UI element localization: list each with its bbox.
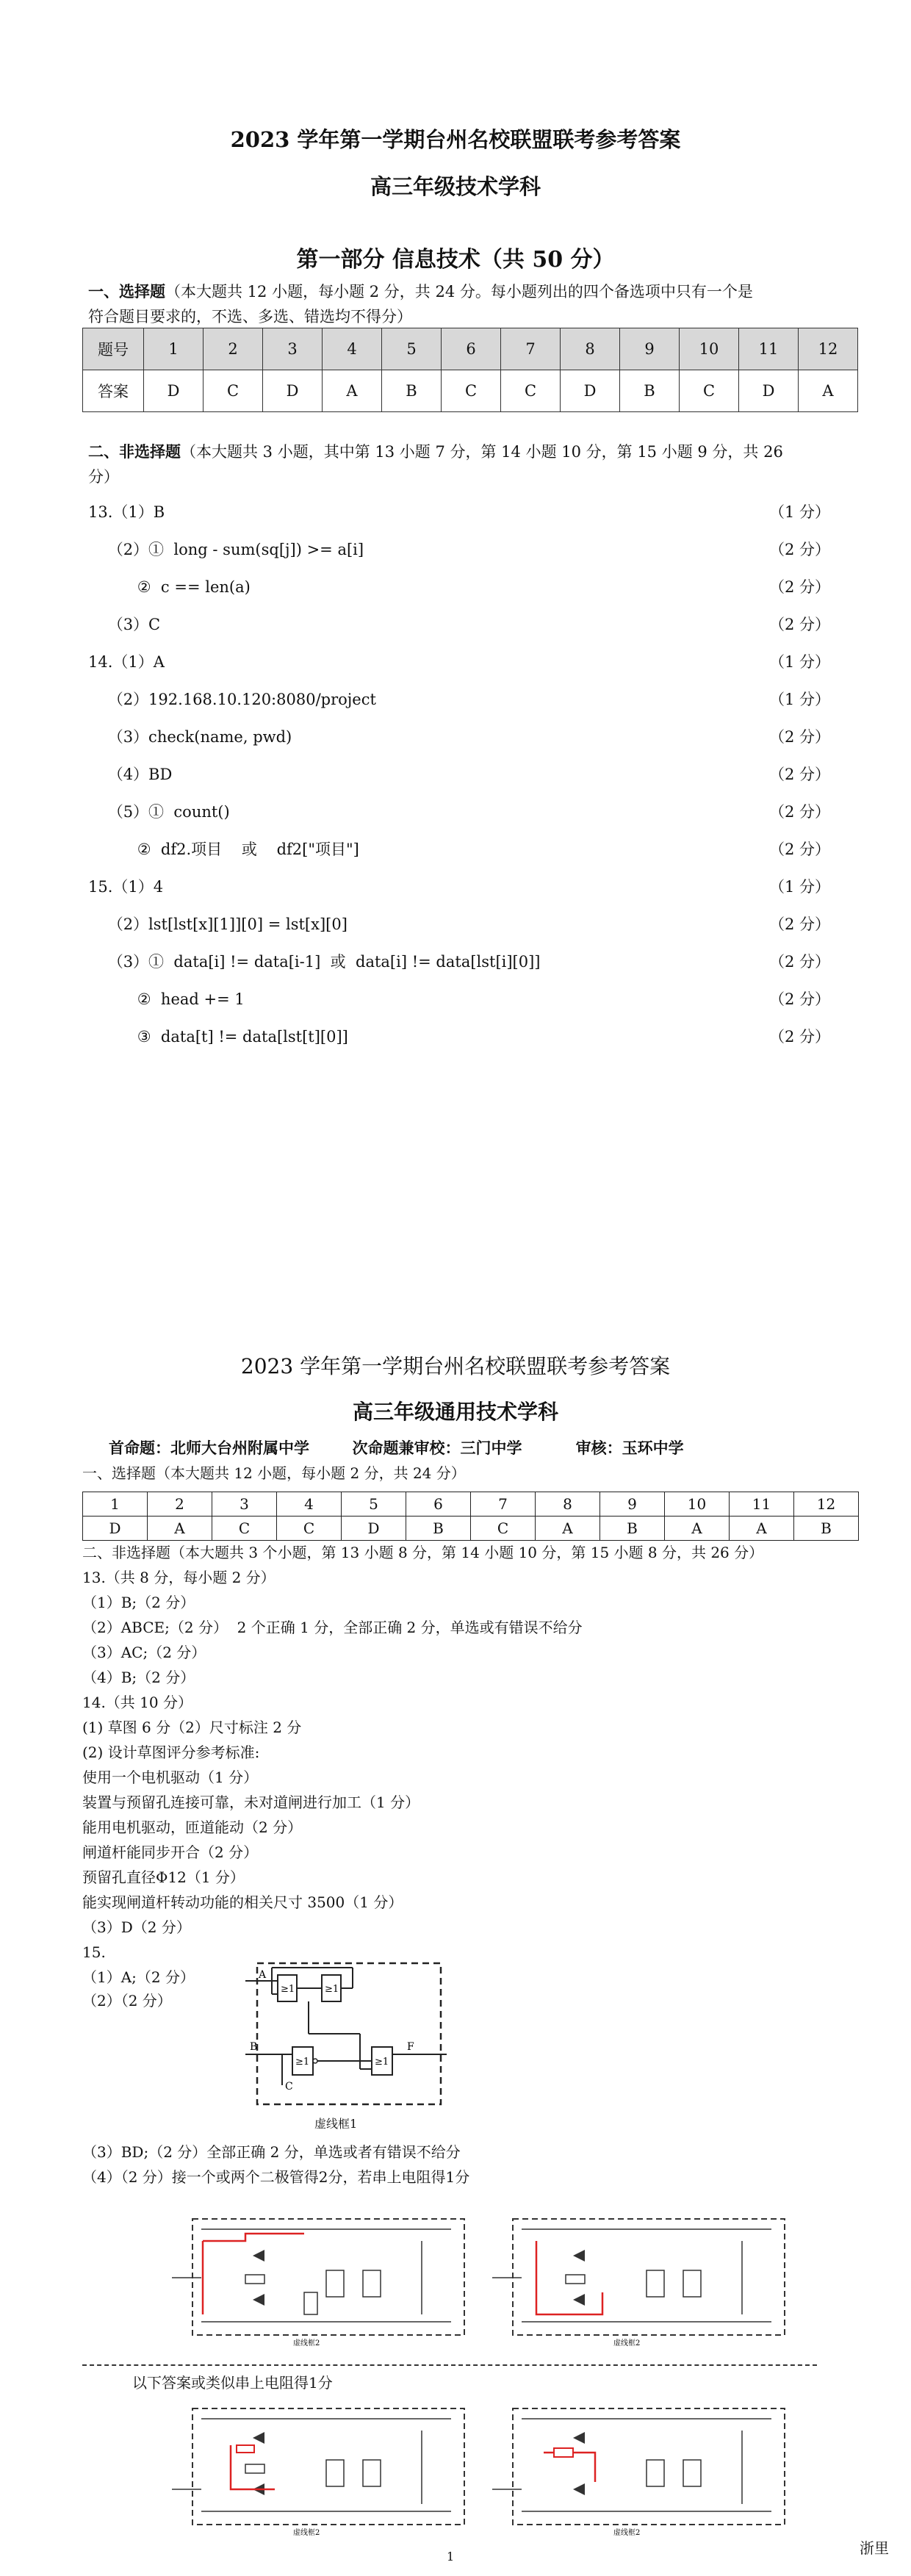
circuit-answer-2-svg (478, 2212, 801, 2351)
gt-answer-line: (2) 设计草图评分参考标准: (82, 1744, 260, 1761)
section-divider (82, 2364, 817, 2366)
gt-answer-line: 使用一个电机驱动（1 分） (82, 1769, 259, 1786)
circuit-answer-3 (157, 2401, 473, 2541)
circuit-answer-1-label: 虚线框2 (293, 2339, 320, 2347)
it-answer-text: （2）lst[lst[x][1]][0] = lst[x][0] (88, 915, 348, 933)
gt-answer-line: （4）B;（2 分） (82, 1669, 195, 1686)
circuit-answer-3-svg (157, 2401, 473, 2541)
it-answer-text: 15.（1）4 (88, 878, 164, 896)
it-answer-text: （3）C (88, 616, 161, 633)
gt-answer-line: 13.（共 8 分，每小题 2 分） (82, 1569, 276, 1586)
gt-answer-line: （1）B;（2 分） (82, 1594, 195, 1611)
svg-text:≥1: ≥1 (281, 1984, 295, 1995)
circuit-answer-2-label: 虚线框2 (613, 2339, 641, 2347)
gt-table-answer-cell: C (471, 1517, 536, 1541)
it-answer-score: （2 分） (768, 953, 830, 971)
it-table-number-cell: 8 (561, 328, 620, 370)
logic-circuit-diagram (242, 1960, 448, 2129)
gt-table-number-cell: 8 (536, 1492, 600, 1517)
it-table-answer-cell: D (561, 370, 620, 412)
it-table-answer-cell: C (442, 370, 501, 412)
gt-q15-3: （3）BD;（2 分）全部正确 2 分，单选或者有错误不给分 (82, 2143, 461, 2161)
gt-answer-line: （3）AC;（2 分） (82, 1644, 206, 1661)
it-answer-row (88, 1024, 830, 1049)
logic-circuit-caption: 虚线框1 (314, 2117, 358, 2131)
it-table-number-cell: 11 (739, 328, 799, 370)
it-subtitle: 高三年级技术学科 (370, 174, 541, 199)
it-non-mc-desc2: 分） (88, 468, 119, 486)
it-answer-text: ② head += 1 (88, 990, 245, 1008)
it-table-number-cell: 10 (680, 328, 739, 370)
gt-q15-2: （2）（2 分） (82, 1992, 172, 2010)
page-number: 1 (447, 2550, 455, 2564)
circuit-answer-4-svg (478, 2401, 801, 2541)
it-mc-desc2: 符合题目要求的，不选、多选、错选均不得分） (88, 308, 412, 325)
it-section-title: 第一部分 信息技术（共 50 分） (296, 247, 615, 273)
it-answer-score: （2 分） (768, 728, 830, 746)
it-answer-row (88, 537, 830, 562)
it-answer-row (88, 874, 830, 899)
circuit-answer-2 (478, 2212, 801, 2351)
svg-text:≥1: ≥1 (325, 1984, 339, 1995)
it-mc-desc: （本大题共 12 小题，每小题 2 分，共 24 分。每小题列出的四个备选项中只有一个是 (165, 283, 753, 301)
svg-text:A: A (259, 1969, 267, 1981)
it-answer-text: （2）① long - sum(sq[j]) >= a[i] (88, 541, 364, 558)
it-answer-row (88, 500, 830, 525)
gt-table-answer-cell: A (536, 1517, 600, 1541)
it-non-mc-label: 二、非选择题 (88, 442, 181, 461)
it-table-number-cell: 9 (620, 328, 680, 370)
svg-text:B: B (250, 2041, 258, 2053)
gt-table-number-cell: 5 (342, 1492, 406, 1517)
it-answer-text: 14.（1）A (88, 653, 165, 671)
gt-answer-line: 二、非选择题（本大题共 3 个小题，第 13 小题 8 分，第 14 小题 10 分，第 15 小题 8 分，共 26 分） (82, 1544, 764, 1561)
it-answer-text: （3）① data[i] != data[i-1] 或 data[i] != data[lst[i][0]] (88, 953, 541, 971)
it-answer-score: （2 分） (768, 803, 830, 821)
it-table-answer-cell: B (382, 370, 442, 412)
it-answer-text: ② c == len(a) (88, 578, 251, 596)
gt-answer-line: 14.（共 10 分） (82, 1694, 192, 1711)
gt-table-answer-cell: D (83, 1517, 148, 1541)
gt-subtitle: 高三年级通用技术学科 (352, 1400, 558, 1424)
it-answer-row (88, 799, 830, 824)
svg-text:≥1: ≥1 (295, 2057, 310, 2068)
it-non-mc-desc: （本大题共 3 小题，其中第 13 小题 7 分，第 14 小题 10 分，第 15 小题 9 分，共 26 (181, 443, 783, 461)
gt-table-number-cell: 7 (471, 1492, 536, 1517)
it-table-answer-cell: C (204, 370, 263, 412)
gt-answer-line: 预留孔直径Φ12（1 分） (82, 1868, 245, 1886)
it-table-answer-cell: B (620, 370, 680, 412)
gt-table-number-cell: 10 (665, 1492, 730, 1517)
gt-table-answer-cell: B (794, 1517, 859, 1541)
gt-answer-line: 能用电机驱动，匝道能动（2 分） (82, 1818, 303, 1836)
it-table-answer-cell: D (739, 370, 799, 412)
it-answer-text: （5）① count() (88, 803, 230, 821)
it-answer-text: （3）check(name, pwd) (88, 728, 292, 746)
it-non-mc-instructions (88, 439, 830, 489)
it-answer-score: （1 分） (768, 653, 830, 671)
gt-answer-line: 15. (82, 1943, 106, 1961)
it-answer-score: （2 分） (768, 915, 830, 933)
it-table-number-cell: 7 (501, 328, 561, 370)
it-answer-row (88, 912, 830, 937)
gt-table-answer-cell: B (406, 1517, 471, 1541)
circuit-answer-3-label: 虚线框2 (293, 2529, 320, 2537)
svg-text:C: C (285, 2081, 293, 2093)
it-answer-score: （1 分） (768, 503, 830, 521)
gt-answer-line: (1) 草图 6 分（2）尺寸标注 2 分 (82, 1719, 302, 1736)
gt-table-answer-cell: C (212, 1517, 277, 1541)
gt-answer-line: （2）ABCE;（2 分） 2 个正确 1 分，全部正确 2 分，单选或有错误不给分 (82, 1619, 583, 1636)
it-table-answer-label: 答案 (83, 370, 144, 412)
gt-answer-table (82, 1492, 859, 1541)
logic-circuit-svg (242, 1960, 448, 2115)
it-answer-row (88, 949, 830, 974)
gt-table-number-cell: 1 (83, 1492, 148, 1517)
gt-alt-note: 以下答案或类似串上电阻得1分 (132, 2374, 333, 2392)
it-table-number-cell: 12 (799, 328, 858, 370)
corner-watermark: 浙里 (860, 2539, 889, 2557)
gt-table-answer-row (83, 1517, 859, 1541)
circuit-answer-1-svg (157, 2212, 473, 2351)
gt-table-number-cell: 6 (406, 1492, 471, 1517)
gt-title: 2023 学年第一学期台州名校联盟联考参考答案 (240, 1354, 671, 1378)
gt-answer-line: 闸道杆能同步开合（2 分） (82, 1843, 259, 1861)
it-answer-score: （2 分） (768, 578, 830, 596)
it-answer-row (88, 687, 830, 712)
circuit-answer-1 (157, 2212, 473, 2351)
gt-table-number-cell: 2 (148, 1492, 212, 1517)
it-answer-row (88, 987, 830, 1012)
gt-table-answer-cell: A (148, 1517, 212, 1541)
it-table-answer-cell: C (680, 370, 739, 412)
it-table-number-cell: 4 (323, 328, 382, 370)
it-answer-row (88, 762, 830, 787)
it-answer-score: （2 分） (768, 616, 830, 633)
gt-table-answer-cell: B (600, 1517, 665, 1541)
it-answer-text: 13.（1）B (88, 503, 165, 521)
it-answer-score: （2 分） (768, 990, 830, 1008)
it-answer-score: （1 分） (768, 691, 830, 708)
gt-table-answer-cell: A (665, 1517, 730, 1541)
gt-mc-line: 一、选择题（本大题共 12 小题，每小题 2 分，共 24 分） (82, 1464, 466, 1482)
gt-answer-line: 能实现闸道杆转动功能的相关尺寸 3500（1 分） (82, 1893, 403, 1911)
gt-table-number-cell: 3 (212, 1492, 277, 1517)
svg-text:F: F (407, 2041, 414, 2053)
it-answer-score: （2 分） (768, 541, 830, 558)
gt-q15-4: （4）（2 分）接一个或两个二极管得2分，若串上电阻得1分 (82, 2168, 470, 2186)
it-answer-row (88, 724, 830, 749)
it-answer-score: （2 分） (768, 766, 830, 783)
svg-text:≥1: ≥1 (375, 2057, 389, 2068)
gt-table-answer-cell: C (277, 1517, 342, 1541)
it-answer-text: （4）BD (88, 766, 173, 783)
it-mc-instructions (88, 279, 830, 329)
it-table-number-cell: 3 (263, 328, 323, 370)
it-answer-text: （2）192.168.10.120:8080/project (88, 691, 376, 708)
circuit-answer-4-label: 虚线框2 (613, 2529, 641, 2537)
it-mc-label: 一、选择题 (88, 282, 165, 301)
it-answer-score: （2 分） (768, 841, 830, 858)
it-answer-score: （1 分） (768, 878, 830, 896)
it-title: 2023 学年第一学期台州名校联盟联考参考答案 (230, 127, 681, 152)
it-table-number-cell: 1 (144, 328, 204, 370)
it-answer-text: ② df2.项目 或 df2["项目"] (88, 841, 359, 858)
it-answer-row (88, 612, 830, 637)
it-table-header-label: 题号 (83, 328, 144, 370)
gt-table-number-cell: 9 (600, 1492, 665, 1517)
it-table-answer-cell: A (799, 370, 858, 412)
it-answer-row (88, 837, 830, 862)
it-table-answer-cell: D (263, 370, 323, 412)
it-answer-text: ③ data[t] != data[lst[t][0]] (88, 1028, 348, 1046)
gt-table-number-cell: 4 (277, 1492, 342, 1517)
it-answer-row (88, 650, 830, 674)
it-table-number-cell: 5 (382, 328, 442, 370)
it-answer-table (82, 328, 858, 412)
it-table-answer-cell: D (144, 370, 204, 412)
it-table-number-cell: 6 (442, 328, 501, 370)
gt-answer-line: （3）D（2 分） (82, 1918, 191, 1936)
it-table-number-cell: 2 (204, 328, 263, 370)
it-answer-score: （2 分） (768, 1028, 830, 1046)
gt-table-number-row (83, 1492, 859, 1517)
it-answer-row (88, 575, 830, 600)
it-table-header-row (83, 328, 858, 370)
it-table-answer-row (83, 370, 858, 412)
it-table-answer-cell: C (501, 370, 561, 412)
gt-q15-1: （1）A;（2 分） (82, 1968, 195, 1986)
gt-table-answer-cell: D (342, 1517, 406, 1541)
gt-table-number-cell: 11 (730, 1492, 794, 1517)
circuit-answer-4 (478, 2401, 801, 2541)
gt-answer-line: 装置与预留孔连接可靠，未对道闸进行加工（1 分） (82, 1794, 420, 1811)
gt-credits: 首命题：北师大台州附属中学 次命题兼审校：三门中学 审核：玉环中学 (109, 1439, 684, 1457)
it-table-answer-cell: A (323, 370, 382, 412)
gt-table-answer-cell: A (730, 1517, 794, 1541)
gt-table-number-cell: 12 (794, 1492, 859, 1517)
